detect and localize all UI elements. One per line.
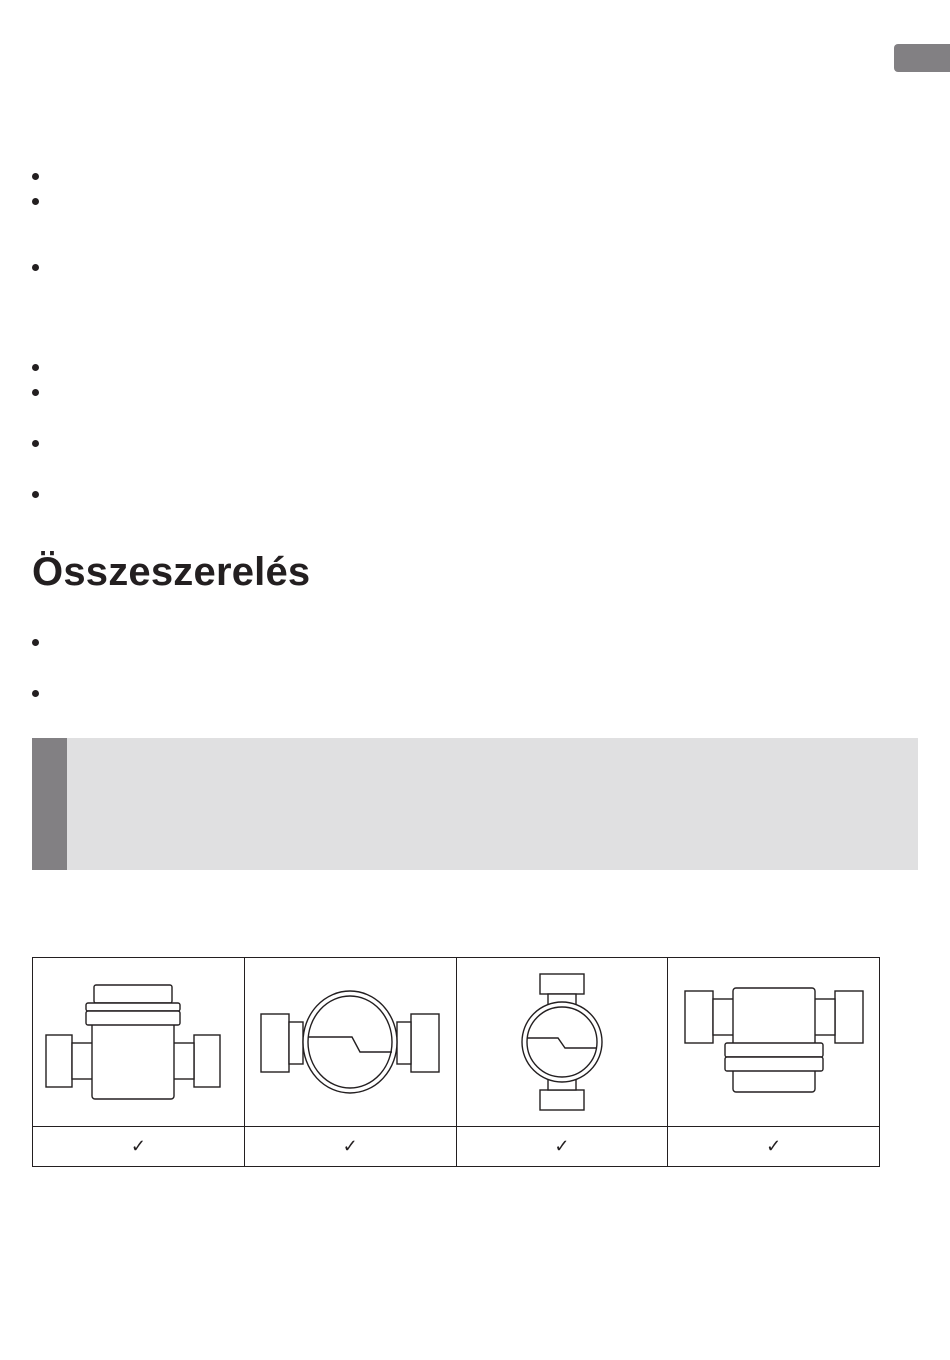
language-tab	[894, 44, 950, 72]
section-heading: Összeszerelés	[32, 550, 311, 594]
orientation-cell	[33, 958, 245, 1127]
bullet	[32, 389, 39, 396]
check-mark: ✓	[456, 1127, 668, 1167]
bullet	[32, 173, 39, 180]
orientation-cell	[456, 958, 668, 1127]
notice-box	[32, 738, 918, 870]
bullet	[32, 639, 39, 646]
orientation-cell	[244, 958, 456, 1127]
bullet	[32, 198, 39, 205]
pump-horizontal-front-icon	[260, 986, 440, 1098]
check-mark: ✓	[244, 1127, 456, 1167]
pump-vertical-front-icon	[514, 972, 610, 1112]
installation-orientation-table	[32, 957, 880, 1167]
pump-horizontal-bottom-icon	[684, 987, 864, 1097]
notice-bar	[32, 738, 67, 870]
orientation-cell	[668, 958, 880, 1127]
check-mark: ✓	[668, 1127, 880, 1167]
check-mark: ✓	[33, 1127, 245, 1167]
pump-horizontal-top-icon	[43, 983, 233, 1101]
bullet	[32, 690, 39, 697]
bullet	[32, 440, 39, 447]
bullet	[32, 491, 39, 498]
bullet	[32, 264, 39, 271]
bullet	[32, 364, 39, 371]
